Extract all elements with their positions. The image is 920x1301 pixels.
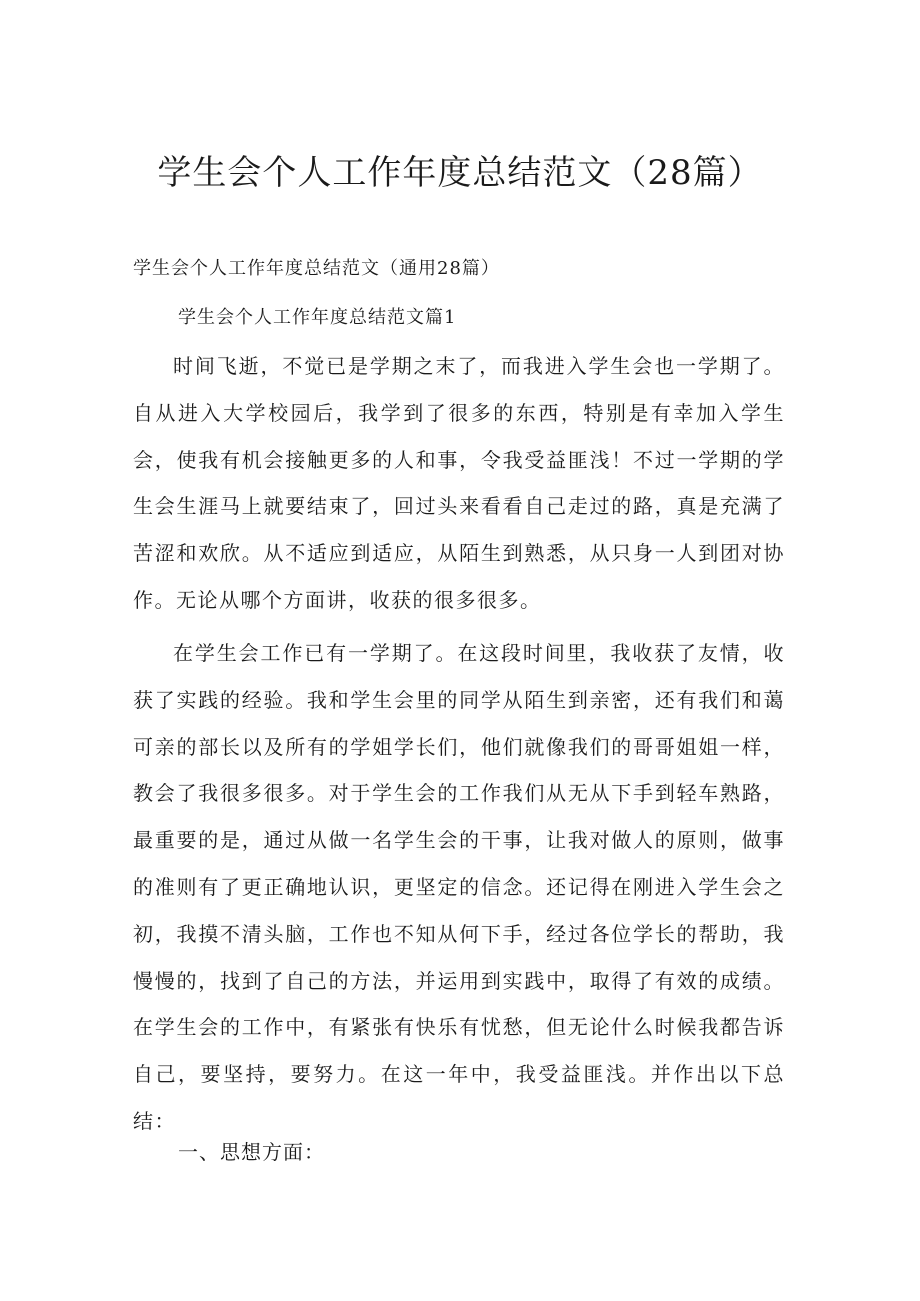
paragraph: 时间飞逝，不觉已是学期之末了，而我进入学生会也一学期了。自从进入大学校园后，我学到了很多的东西，特别是有幸加入学生会，使我有机会接触更多的人和事，令我受益匪浅！不过一学期的学生会生涯马上就要结束了，回过头来看看自己走过的路，真是充满了苦涩和欢欣。从不适应到适应，从陌生到熟悉，从只身一人到团对协作。无论从哪个方面讲，收获的很多很多。	[133, 354, 785, 612]
document-subtitle: 学生会个人工作年度总结范文（通用28篇）	[133, 258, 500, 279]
section-heading: 一、思想方面：	[178, 1140, 325, 1164]
article-heading: 学生会个人工作年度总结范文篇1	[178, 307, 457, 328]
document-title: 学生会个人工作年度总结范文（28篇）	[157, 153, 763, 193]
paragraph: 在学生会工作已有一学期了。在这段时间里，我收获了友情，收获了实践的经验。我和学生会里的同学从陌生到亲密，还有我们和蔼可亲的部长以及所有的学姐学长们，他们就像我们的哥哥姐姐一样，教会了我很多很多。对于学生会的工作我们从无从下手到轻车熟路，最重要的是，通过从做一名学生会的干事，让我对做人的原则，做事的准则有了更正确地认识，更坚定的信念。还记得在刚进入学生会之初，我摸不清头脑，工作也不知从何下手，经过各位学长的帮助，我慢慢的，找到了自己的方法，并运用到实践中，取得了有效的成绩。在学生会的工作中，有紧张有快乐有忧愁，但无论什么时候我都告诉自己，要坚持，要努力。在这一年中，我受益匪浅。并作出以下总结：	[133, 641, 785, 1133]
